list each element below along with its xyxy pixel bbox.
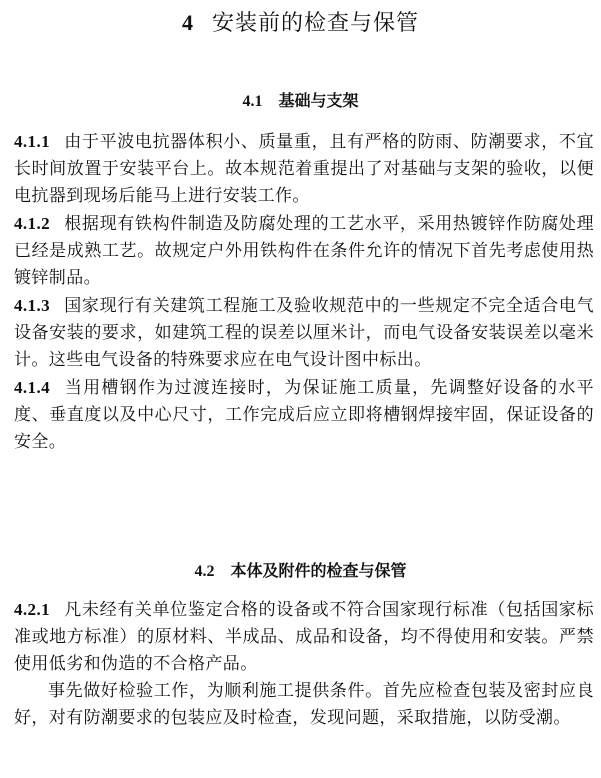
section-title-4-2: [0, 558, 601, 581]
chapter-title: [0, 6, 601, 37]
clause-number: 4.1.2: [14, 214, 50, 233]
clause-4-1-3: [14, 292, 594, 374]
clause-text: 根据现有铁构件制造及防腐处理的工艺水平，采用热镀锌作防腐处理已经是成熟工艺。故规定户外用铁构件在条件允许的情况下首先考虑使用热镀锌制品。: [14, 214, 594, 288]
clause-text: 凡未经有关单位鉴定合格的设备或不符合国家现行标准（包括国家标准或地方标准）的原材料、半成品、成品和设备，均不得使用和安装。严禁使用低劣和伪造的不合格产品。: [14, 600, 594, 674]
section-4-1-body: [14, 128, 594, 456]
body-paragraph: 事先做好检验工作，为顺利施工提供条件。首先应检查包装及密封应良好，对有防潮要求的包装应及时检查，发现问题，采取措施，以防受潮。: [14, 681, 594, 728]
chapter-title-text: 安装前的检查与保管: [211, 11, 419, 36]
clause-number: 4.2.1: [14, 600, 50, 619]
section-title-text: 基础与支架: [278, 91, 359, 110]
clause-text: 由于平波电抗器体积小、质量重，且有严格的防雨、防潮要求，不宜长时间放置于安装平台上。故本规范着重提出了对基础与支架的验收，以便电抗器到现场后能马上进行安装工作。: [14, 132, 594, 206]
chapter-number: 4: [181, 10, 194, 35]
clause-number: 4.1.3: [14, 296, 50, 315]
clause-number: 4.1.1: [14, 132, 50, 151]
section-title-text: 本体及附件的检查与保管: [230, 561, 407, 580]
section-number: 4.1: [242, 93, 263, 110]
clause-4-1-4: [14, 374, 594, 456]
clause-4-1-1: [14, 128, 594, 210]
clause-number: 4.1.4: [14, 378, 50, 397]
section-title-4-1: [0, 88, 601, 111]
clause-text: 当用槽钢作为过渡连接时，为保证施工质量，先调整好设备的水平度、垂直度以及中心尺寸，工作完成后应立即将槽钢焊接牢固，保证设备的安全。: [14, 378, 594, 452]
section-4-2-body: [14, 596, 594, 732]
clause-4-1-2: [14, 210, 594, 292]
clause-4-2-1: [14, 596, 594, 678]
section-number: 4.2: [194, 563, 215, 580]
clause-text: 国家现行有关建筑工程施工及验收规范中的一些规定不完全适合电气设备安装的要求，如建筑工程的误差以厘米计，而电气设备安装误差以毫米计。这些电气设备的特殊要求应在电气设计图中标出。: [14, 296, 594, 370]
